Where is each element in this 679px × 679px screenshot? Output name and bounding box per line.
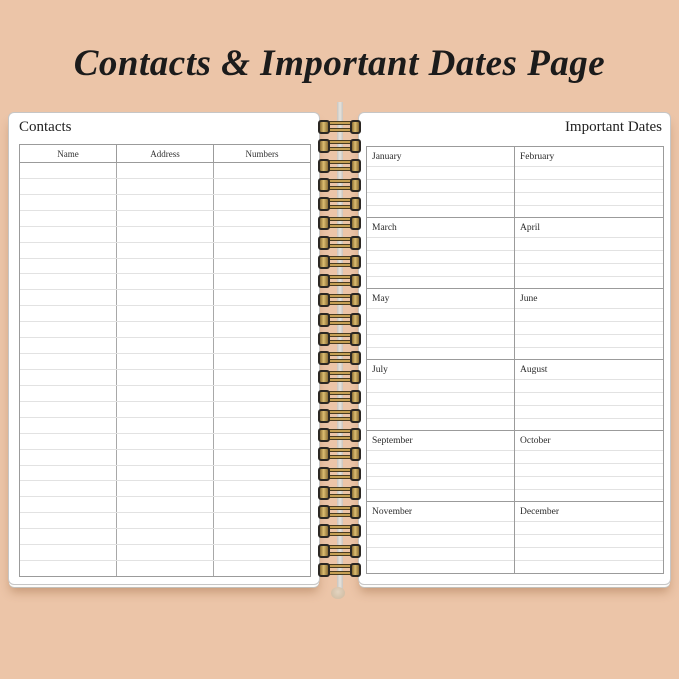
month-rule-line [515,167,663,180]
month-rule-line [515,309,663,322]
contacts-empty-cell [117,386,214,401]
binding-coil [318,544,361,558]
coil-end [350,390,361,404]
month-cell-april [515,218,663,289]
contacts-empty-cell [117,227,214,242]
contacts-empty-cell [20,354,117,369]
contacts-empty-cell [20,274,117,289]
contacts-empty-cell [20,163,117,178]
month-label: August [515,360,663,380]
contacts-empty-row [20,306,310,322]
coil-end [318,544,330,558]
month-cell-august [515,360,663,431]
contacts-empty-cell [117,481,214,496]
contacts-empty-cell [117,211,214,226]
contacts-empty-cell [214,338,310,353]
contacts-empty-cell [117,418,214,433]
month-rule-line [515,193,663,206]
contacts-empty-cell [117,561,214,576]
contacts-empty-cell [117,243,214,258]
page-title: Contacts & Important Dates Page [73,43,606,84]
coil-end [350,159,361,173]
month-rule-line [515,522,663,535]
binding-coil [318,120,361,134]
contacts-empty-row [20,497,310,513]
contacts-empty-cell [117,450,214,465]
binding-coil [318,236,361,250]
contacts-empty-row [20,513,310,529]
coil-end [318,428,330,442]
month-rule-line [367,180,514,193]
contacts-empty-row [20,370,310,386]
binding-coil [318,332,361,346]
month-rule-line [367,309,514,322]
contacts-table [19,144,311,577]
contacts-empty-cell [214,434,310,449]
coil-end [318,139,330,153]
contacts-empty-cell [20,370,117,385]
contacts-empty-cell [20,450,117,465]
month-label: July [367,360,514,380]
coil-end [318,293,330,307]
binding-coil [318,274,361,288]
contacts-empty-cell [214,306,310,321]
binding-coil [318,486,361,500]
month-cell-december [515,502,663,573]
month-cell-june [515,289,663,360]
coil-end [318,120,330,134]
month-cell-march [367,218,515,289]
binding-spine-tip [331,587,345,599]
coil-end [350,370,361,384]
contacts-empty-cell [214,290,310,305]
binding-coil [318,467,361,481]
month-rule-line [515,264,663,277]
coil-end [350,428,361,442]
contacts-empty-row [20,243,310,259]
month-rule-line [515,464,663,477]
coil-end [350,197,361,211]
contacts-empty-cell [20,227,117,242]
contacts-empty-cell [214,386,310,401]
coil-end [318,216,330,230]
contacts-empty-cell [20,259,117,274]
contacts-heading: Contacts [19,119,72,135]
coil-end [318,563,330,577]
binding-coil [318,370,361,384]
contacts-empty-cell [117,529,214,544]
binding-coil [318,216,361,230]
contacts-empty-cell [214,227,310,242]
important-dates-page [358,112,671,585]
coil-end [350,178,361,192]
contacts-empty-cell [117,179,214,194]
contacts-empty-cell [20,306,117,321]
contacts-empty-row [20,529,310,545]
month-label: April [515,218,663,238]
coil-end [350,274,361,288]
coil-end [350,293,361,307]
contacts-empty-cell [214,466,310,481]
coil-end [350,120,361,134]
contacts-empty-cell [117,306,214,321]
month-rule-line [515,322,663,335]
coil-end [350,255,361,269]
contacts-empty-row [20,259,310,275]
coil-end [318,351,330,365]
contacts-empty-row [20,338,310,354]
contacts-empty-cell [214,513,310,528]
month-rule-line [367,522,514,535]
coil-end [350,332,361,346]
month-rule-line [367,535,514,548]
month-cell-may [367,289,515,360]
month-label: June [515,289,663,309]
binding-coil [318,139,361,153]
binding-coil [318,390,361,404]
contacts-empty-row [20,481,310,497]
month-rule-line [367,335,514,348]
contacts-table-body [20,163,310,576]
contacts-empty-cell [117,195,214,210]
month-label: November [367,502,514,522]
contacts-empty-cell [214,274,310,289]
contacts-empty-row [20,211,310,227]
contacts-empty-row [20,274,310,290]
contacts-empty-row [20,179,310,195]
contacts-empty-row [20,402,310,418]
coil-end [318,236,330,250]
binding-coil [318,197,361,211]
coil-end [350,409,361,423]
contacts-empty-cell [117,370,214,385]
contacts-empty-cell [20,179,117,194]
contacts-page [8,112,320,585]
month-label: February [515,147,663,167]
coil-end [350,313,361,327]
contacts-empty-row [20,195,310,211]
month-rule-line [515,548,663,561]
month-rule-line [367,451,514,464]
month-rule-line [515,406,663,419]
coil-end [350,351,361,365]
contacts-empty-cell [214,259,310,274]
contacts-empty-cell [117,466,214,481]
contacts-empty-cell [20,418,117,433]
contacts-empty-cell [20,513,117,528]
contacts-empty-cell [20,322,117,337]
month-label: October [515,431,663,451]
month-cell-september [367,431,515,502]
month-rule-line [367,193,514,206]
binding-coil [318,178,361,192]
contacts-empty-cell [117,497,214,512]
coil-end [318,409,330,423]
coil-end [350,467,361,481]
coil-end [350,505,361,519]
binding-coil [318,159,361,173]
contacts-empty-cell [214,195,310,210]
binding-coil [318,409,361,423]
month-rule-line [515,451,663,464]
contacts-empty-row [20,290,310,306]
contacts-table-header [20,145,310,163]
contacts-column-header: Address [117,145,214,162]
month-label: September [367,431,514,451]
coil-end [350,236,361,250]
month-rule-line [515,380,663,393]
month-label: May [367,289,514,309]
month-label: January [367,147,514,167]
coil-end [318,197,330,211]
contacts-empty-cell [214,545,310,560]
month-rule-line [367,251,514,264]
contacts-empty-row [20,466,310,482]
coil-end [350,216,361,230]
month-rule-line [367,167,514,180]
coil-end [318,255,330,269]
contacts-empty-row [20,418,310,434]
contacts-empty-row [20,450,310,466]
month-rule-line [367,393,514,406]
coil-end [318,313,330,327]
coil-end [350,139,361,153]
contacts-empty-row [20,163,310,179]
month-cell-july [367,360,515,431]
contacts-empty-cell [214,481,310,496]
contacts-empty-cell [214,354,310,369]
contacts-empty-cell [20,545,117,560]
contacts-empty-row [20,545,310,561]
coil-end [318,332,330,346]
coil-end [318,486,330,500]
contacts-empty-row [20,434,310,450]
contacts-empty-cell [20,195,117,210]
month-rule-line [367,238,514,251]
month-rule-line [367,464,514,477]
coil-end [350,544,361,558]
coil-end [350,524,361,538]
month-rule-line [367,477,514,490]
contacts-empty-cell [214,322,310,337]
contacts-empty-cell [214,243,310,258]
important-dates-heading: Important Dates [564,119,662,135]
binding-coil [318,563,361,577]
month-rule-line [367,548,514,561]
contacts-empty-cell [20,561,117,576]
coil-end [350,486,361,500]
month-rule-line [515,393,663,406]
contacts-empty-row [20,386,310,402]
contacts-empty-cell [117,513,214,528]
binding-coil [318,428,361,442]
coil-end [350,563,361,577]
month-rule-line [367,322,514,335]
contacts-empty-row [20,227,310,243]
month-cell-january [367,147,515,218]
contacts-empty-cell [117,274,214,289]
contacts-empty-cell [214,450,310,465]
binding-coil [318,313,361,327]
month-rule-line [515,180,663,193]
month-rule-line [515,477,663,490]
contacts-empty-cell [20,481,117,496]
contacts-empty-cell [214,529,310,544]
month-label: March [367,218,514,238]
contacts-empty-row [20,322,310,338]
contacts-empty-cell [117,163,214,178]
month-rule-line [515,238,663,251]
month-rule-line [367,264,514,277]
binding-coil [318,447,361,461]
binding-coil [318,505,361,519]
coil-end [318,390,330,404]
month-rule-line [367,406,514,419]
contacts-empty-cell [117,322,214,337]
binding-coil [318,524,361,538]
contacts-empty-cell [20,290,117,305]
month-cell-november [367,502,515,573]
month-rule-line [515,335,663,348]
coil-end [318,447,330,461]
contacts-empty-cell [117,354,214,369]
contacts-column-header: Name [20,145,117,162]
contacts-empty-row [20,354,310,370]
contacts-empty-cell [20,434,117,449]
contacts-empty-cell [214,370,310,385]
coil-end [318,178,330,192]
contacts-empty-cell [20,497,117,512]
contacts-empty-cell [214,402,310,417]
contacts-empty-cell [20,466,117,481]
contacts-empty-cell [214,179,310,194]
binding-spine [337,102,343,597]
coil-end [318,274,330,288]
contacts-empty-cell [20,386,117,401]
contacts-empty-cell [20,243,117,258]
contacts-empty-cell [20,211,117,226]
month-rule-line [515,535,663,548]
binding-coil [318,255,361,269]
contacts-column-header: Numbers [245,148,279,159]
contacts-empty-cell [214,561,310,576]
months-grid [366,146,664,574]
coil-end [318,505,330,519]
binding-coil [318,293,361,307]
coil-end [318,524,330,538]
contacts-empty-cell [20,402,117,417]
month-label: December [515,502,663,522]
contacts-empty-cell [214,497,310,512]
month-cell-february [515,147,663,218]
month-rule-line [367,380,514,393]
month-rule-line [515,251,663,264]
contacts-empty-cell [214,163,310,178]
contacts-empty-cell [117,545,214,560]
contacts-empty-cell [117,338,214,353]
contacts-empty-cell [117,259,214,274]
contacts-empty-row [20,561,310,576]
coil-end [318,370,330,384]
coil-end [350,447,361,461]
contacts-empty-cell [117,290,214,305]
contacts-empty-cell [214,418,310,433]
coil-end [318,467,330,481]
contacts-empty-cell [20,529,117,544]
coil-end [318,159,330,173]
contacts-empty-cell [214,211,310,226]
binding-coil [318,351,361,365]
month-cell-october [515,431,663,502]
contacts-empty-cell [20,338,117,353]
contacts-empty-cell [117,434,214,449]
contacts-empty-cell [117,402,214,417]
